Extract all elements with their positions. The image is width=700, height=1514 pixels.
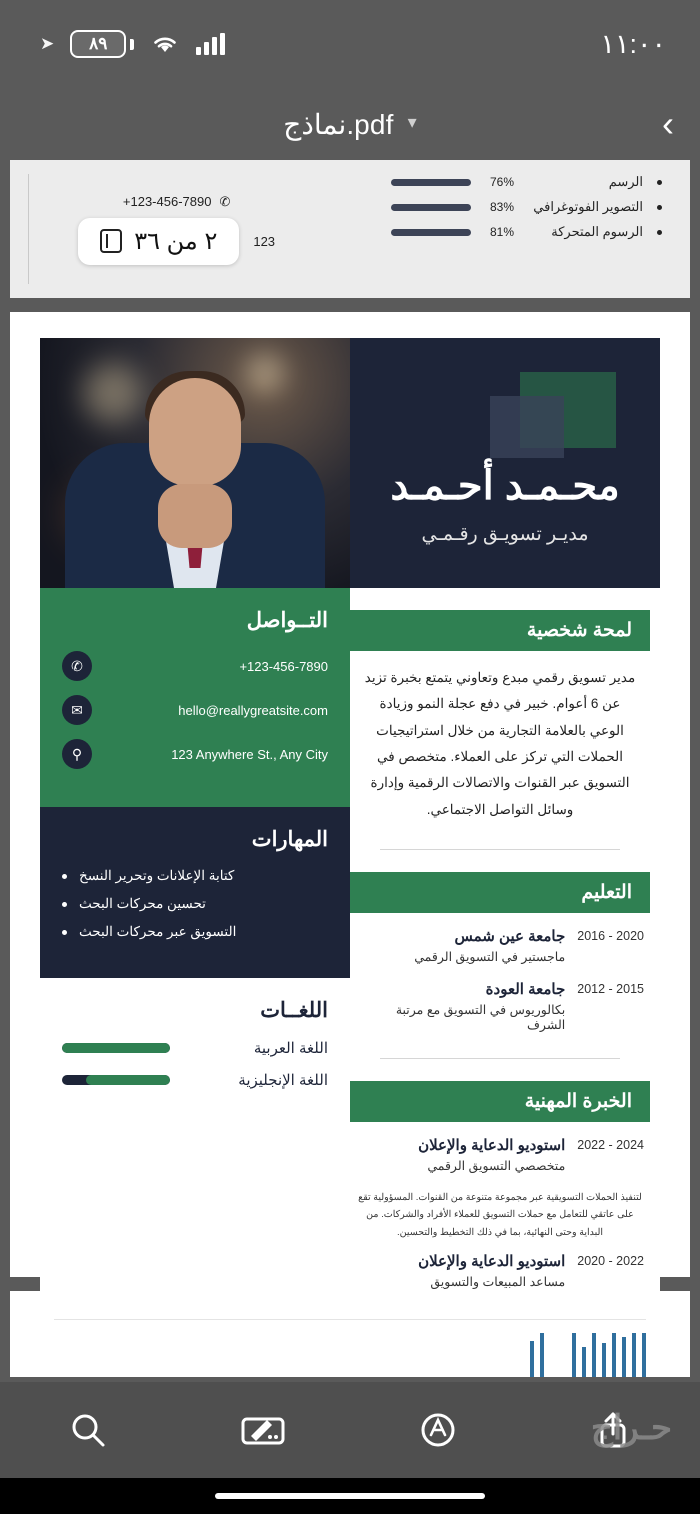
bullet-icon xyxy=(657,180,662,185)
education-subtitle: ماجستير في التسويق الرقمي xyxy=(414,949,566,964)
summary-text: مدير تسويق رقمي مبدع وتعاوني يتمتع بخبرة تزيد عن 6 أعوام. خبير في دفع عجلة النمو وزيادة الوعي بالعلامة التجارية من خلال استراتيجيات الحملات التي تركز على العملاء. متخصص في التسويق عبر القنوات والاتصالات الرقمية وإدارة وسائل التواصل الاجتماعي. xyxy=(364,670,636,817)
skill-percent: 81% xyxy=(489,225,515,239)
experience-subtitle: متخصصي التسويق الرقمي xyxy=(427,1158,566,1173)
preview-phone xyxy=(123,194,230,210)
battery-cap-icon xyxy=(130,39,134,50)
status-left-group xyxy=(40,30,225,58)
list-item xyxy=(324,174,662,190)
experience-description: لتنفيذ الحملات التسويقية عبر مجموعة متنوعة من القنوات. المسؤولية تقع على عاتقي للتعامل مع حملات التسويق للعملاء الأفراد والشركات. من البداية وحتى النهائية، بما في ذلك التخطيط والتحسين. xyxy=(358,1191,642,1238)
page-indicator-pill[interactable] xyxy=(78,218,239,265)
skill-percent: 83% xyxy=(489,200,515,214)
bokeh-light xyxy=(245,353,285,393)
mail-icon: ✉ xyxy=(62,695,92,725)
languages-section xyxy=(40,978,350,1113)
bullet-icon xyxy=(62,930,67,935)
previous-page-preview[interactable] xyxy=(10,160,690,298)
status-clock: ١١:٠٠ xyxy=(600,28,666,59)
skill-percent: 76% xyxy=(489,175,515,189)
education-heading: التعليم xyxy=(350,872,650,913)
person-head xyxy=(149,378,241,486)
battery-level-label: ٨٩ xyxy=(70,30,126,58)
skills-heading: المهارات xyxy=(251,828,328,851)
watermark: حـراج xyxy=(590,1409,672,1447)
preview-contact-and-page-indicator xyxy=(28,174,324,284)
experience-title: استوديو الدعاية والإعلان xyxy=(418,1136,566,1154)
list-item xyxy=(62,896,328,912)
list-item xyxy=(62,868,328,884)
bullet-icon xyxy=(657,230,662,235)
document-title: نماذج.pdf xyxy=(283,108,394,140)
education-title: جامعة عين شمس xyxy=(454,927,566,945)
list-item xyxy=(350,1252,650,1289)
preview-skills-list xyxy=(324,174,672,284)
resume-header xyxy=(350,338,660,588)
current-page[interactable] xyxy=(10,312,690,1289)
experience-date: 2022 - 2024 xyxy=(577,1137,644,1152)
list-item xyxy=(62,651,328,681)
chevron-right-icon[interactable]: › xyxy=(662,103,674,144)
language-label: اللغة العربية xyxy=(253,1040,328,1057)
page-indicator-label: ٢ من ٣٦ xyxy=(134,227,218,255)
resume-role: مديـر تسويـق رقـمـي xyxy=(421,524,589,545)
status-bar xyxy=(0,0,700,88)
skill-label: كتابة الإعلانات وتحرير النسخ xyxy=(79,868,235,883)
next-page-preview[interactable] xyxy=(10,1291,690,1377)
contact-value: hello@reallygreatsite.com xyxy=(178,702,328,718)
battery-indicator xyxy=(70,30,134,58)
location-pin-icon: ⚲ xyxy=(62,739,92,769)
skill-label: التسويق عبر محركات البحث xyxy=(79,924,237,939)
skill-bar xyxy=(391,179,471,186)
annotate-circle-icon[interactable] xyxy=(403,1395,473,1465)
home-indicator[interactable] xyxy=(215,1493,485,1499)
bullet-icon xyxy=(657,205,662,210)
bullet-icon xyxy=(62,874,67,879)
list-item xyxy=(62,1071,328,1089)
resume-layout xyxy=(40,338,660,1289)
list-item xyxy=(350,927,650,964)
contact-value: 123 Anywhere St., Any City xyxy=(171,746,328,762)
list-item xyxy=(62,695,328,725)
contact-heading: التــواصل xyxy=(246,609,328,632)
resume-name: محـمـد أحـمـد xyxy=(390,464,620,508)
bullet-icon xyxy=(62,902,67,907)
contact-section xyxy=(40,588,350,807)
language-level-bar xyxy=(62,1075,170,1085)
search-icon[interactable] xyxy=(53,1395,123,1465)
preview-phone-text: +123-456-7890 xyxy=(122,194,212,209)
list-item xyxy=(62,924,328,940)
list-item xyxy=(324,224,662,240)
avatar xyxy=(40,338,350,588)
divider xyxy=(380,849,620,850)
phone-icon: ✆ xyxy=(62,651,92,681)
education-subtitle: بكالوريوس في التسويق مع مرتبة الشرف xyxy=(395,1002,566,1032)
preview-address-fragment: 123 xyxy=(253,233,276,249)
home-indicator-area xyxy=(0,1478,700,1514)
divider xyxy=(380,1058,620,1059)
next-page-content xyxy=(54,1319,646,1377)
languages-heading: اللغــات xyxy=(260,999,328,1022)
skill-label: تحسين محركات البحث xyxy=(79,896,206,911)
skill-label: التصوير الفوتوغرافي xyxy=(533,199,643,214)
experience-subtitle: مساعد المبيعات والتسويق xyxy=(430,1274,566,1289)
wifi-icon xyxy=(150,33,180,55)
list-item xyxy=(350,980,650,1032)
language-label: اللغة الإنجليزية xyxy=(238,1072,328,1089)
list-item xyxy=(324,199,662,215)
list-item xyxy=(62,739,328,769)
list-item xyxy=(62,1039,328,1057)
document-scroll-area[interactable] xyxy=(0,160,700,1382)
markup-pen-icon[interactable] xyxy=(228,1395,298,1465)
page-view-icon xyxy=(100,229,122,253)
resume-main-column xyxy=(350,588,660,1350)
education-date: 2016 - 2020 xyxy=(577,928,644,943)
document-title-group[interactable] xyxy=(283,108,416,141)
experience-heading: الخبرة المهنية xyxy=(350,1081,650,1122)
chevron-down-icon[interactable]: ▾ xyxy=(407,111,417,132)
location-arrow-icon: ➤ xyxy=(40,34,55,53)
experience-title: استوديو الدعاية والإعلان xyxy=(418,1252,566,1270)
document-title-bar xyxy=(0,88,700,160)
person-hands xyxy=(158,484,232,548)
education-title: جامعة العودة xyxy=(485,980,566,998)
skill-bar xyxy=(391,204,471,211)
language-level-bar xyxy=(62,1043,170,1053)
contact-value: +123-456-7890 xyxy=(239,658,328,674)
summary-heading: لمحة شخصية xyxy=(350,610,650,651)
education-date: 2012 - 2015 xyxy=(577,981,644,996)
decorative-square xyxy=(490,396,564,458)
list-item xyxy=(350,1136,650,1173)
skill-bar xyxy=(391,229,471,236)
resume-side-column xyxy=(40,588,350,1350)
skill-label: الرسوم المتحركة xyxy=(551,224,643,239)
skill-label: الرسم xyxy=(608,174,643,189)
experience-date: 2020 - 2022 xyxy=(577,1253,644,1268)
phone-icon: ✆ xyxy=(219,193,231,209)
signal-bars-icon xyxy=(196,33,225,55)
bokeh-light xyxy=(83,363,143,423)
skills-section xyxy=(40,807,350,978)
